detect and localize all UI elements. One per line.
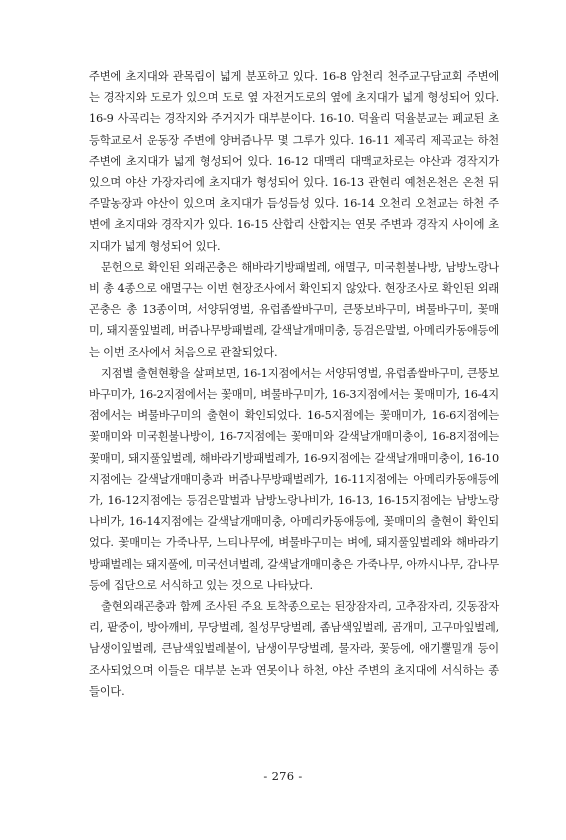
paragraph-site-descriptions: 주변에 초지대와 관목림이 넓게 분포하고 있다. 16-8 암천리 천주교구담교회 주변에는 경작지와 도로가 있으며 도로 옆 자전거도로의 옆에 초지대가 넓게 형성되어 있다. 16-9 사곡리는 경작지와 주거지가 대부분이다. 16-10. 덕율리 덕율분교는 폐교된 초등학교로서 운동장 주변에 양버즘나무 몇 그루가 있다. 16-11 제곡리 제곡교는 하천 주변에 초지대가 넓게 형성되어 있다. 16-12 대맥리 대맥교차로는 야산과 경작지가 있으며 야산 가장자리에 초지대가 형성되어 있다. 16-13 관현리 예천온천은 온천 뒤 주말농장과 야산이 있으며 초지대가 듬성듬성 있다. 16-14 오천리 오천교는 하천 주변에 초지대와 경작지가 있다. 16-15 산합리 산합지는 연못 주변과 경작지 사이에 초지대가 넓게 형성되어 있다. xyxy=(89,70,499,253)
document-body xyxy=(89,66,499,702)
page-number: - 276 - xyxy=(263,769,303,783)
paragraph-native-species: 출현외래곤충과 함께 조사된 주요 토착종으로는 된장잠자리, 고추잠자리, 깃동잠자리, 팥중이, 방아깨비, 무당벌레, 칠성무당벌레, 좀남색잎벌레, 곰개미, 고구마잎벌레, 남생이잎벌레, 큰남색잎벌레붙이, 남생이무당벌레, 물자라, 꽃등에, 애기뿔밀개 등이 조사되었으며 이들은 대부분 논과 연못이나 하천, 야산 주변의 초지대에 서식하는 종들이다. xyxy=(89,600,499,698)
paragraph-site-occurrence: 지점별 출현현황을 살펴보면, 16-1지점에서는 서양뒤영벌, 유럽좀쌀바구미, 큰뚱보바구미가, 16-2지점에서는 꽃매미, 벼물바구미가, 16-3지점에서는 꽃매미가, 16-4지점에서는 벼물바구미의 출현이 확인되었다. 16-5지점에는 꽃매미가, 16-6지점에는 꽃매미와 미국흰불나방이, 16-7지점에는 꽃매미와 갈색날개매미충이, 16-8지점에는 꽃매미, 돼지풀잎벌레, 해바라기방패벌레가, 16-9지점에는 갈색날개매미충이, 16-10지점에는 갈색날개매미충과 버즘나무방패벌레가, 16-11지점에는 아메리카동애등에가, 16-12지점에는 등검은말벌과 남방노랑나비가, 16-13, 16-15지점에는 남방노랑나비가, 16-14지점에는 갈색날개매미충, 아메리카동애등에, 꽃매미의 출현이 확인되었다. 꽃매미는 가죽나무, 느티나무에, 벼물바구미는 벼에, 돼지풀잎벌레와 해바라기방패벌레는 돼지풀에, 미국선녀벌레, 갈색날개매미충은 가죽나무, 아까시나무, 감나무 등에 집단으로 서식하고 있는 것으로 나타났다. xyxy=(89,366,499,592)
paragraph-literature-insects: 문헌으로 확인된 외래곤충은 해바라기방패벌레, 애멸구, 미국흰불나방, 남방노랑나비 총 4종으로 애멸구는 이번 현장조사에서 확인되지 않았다. 현장조사로 확인된 외래곤충은 총 13종이며, 서양뒤영벌, 유럽좀쌀바구미, 큰뚱보바구미, 벼물바구미, 꽃매미, 돼지풀잎벌레, 버즘나무방패벌레, 갈색날개매미충, 등검은말벌, 아메리카동애등에는 이번 조사에서 처음으로 관찰되었다. xyxy=(89,260,499,359)
